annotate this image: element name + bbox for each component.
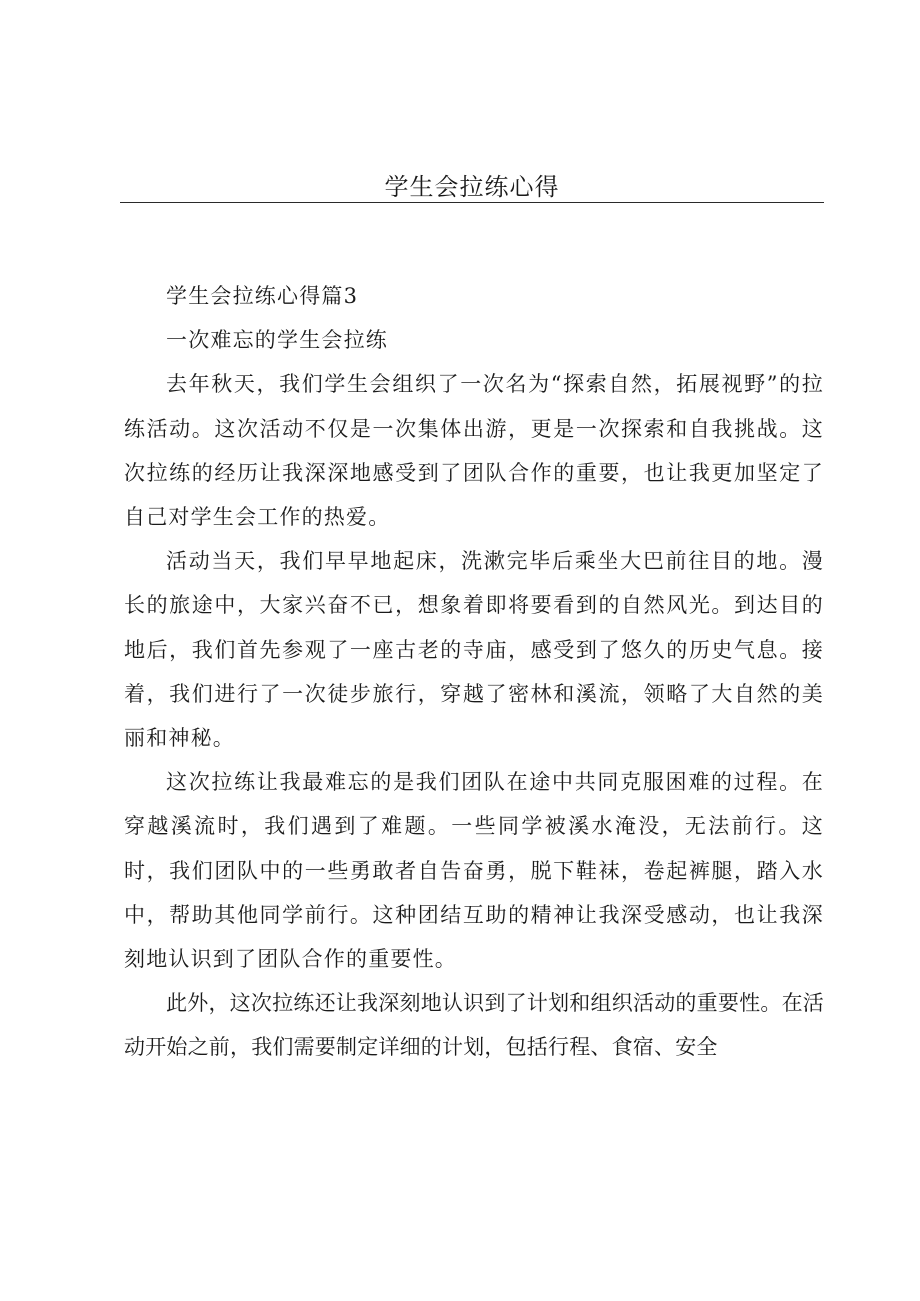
paragraph: 活动当天，我们早早地起床，洗漱完毕后乘坐大巴前往目的地。漫长的旅途中，大家兴奋不已，想象着即将要看到的自然风光。到达目的地后，我们首先参观了一座古老的寺庙，感受到了悠久的历史气息。接着，我们进行了一次徒步旅行，穿越了密林和溪流，领略了大自然的美丽和神秘。 xyxy=(124,549,824,751)
paragraph: 这次拉练让我最难忘的是我们团队在途中共同克服困难的过程。在穿越溪流时，我们遇到了难题。一些同学被溪水淹没，无法前行。这时，我们团队中的一些勇敢者自告奋勇，脱下鞋袜，卷起裤腿，踏入水中，帮助其他同学前行。这种团结互助的精神让我深受感动，也让我深刻地认识到了团队合作的重要性。 xyxy=(124,770,824,972)
subheading: 一次难忘的学生会拉练 xyxy=(166,328,388,353)
paragraph: 此外，这次拉练还让我深刻地认识到了计划和组织活动的重要性。在活动开始之前，我们需要制定详细的计划，包括行程、食宿、安全 xyxy=(124,991,824,1060)
paragraph: 去年秋天，我们学生会组织了一次名为“探索自然，拓展视野”的拉练活动。这次活动不仅是一次集体出游，更是一次探索和自我挑战。这次拉练的经历让我深深地感受到了团队合作的重要，也让我更加坚定了自己对学生会工作的热爱。 xyxy=(124,372,824,530)
document-title: 学生会拉练心得 xyxy=(384,173,560,201)
document-body xyxy=(124,274,824,1070)
section-heading: 学生会拉练心得篇3 xyxy=(166,284,359,308)
title-underline xyxy=(120,202,824,203)
